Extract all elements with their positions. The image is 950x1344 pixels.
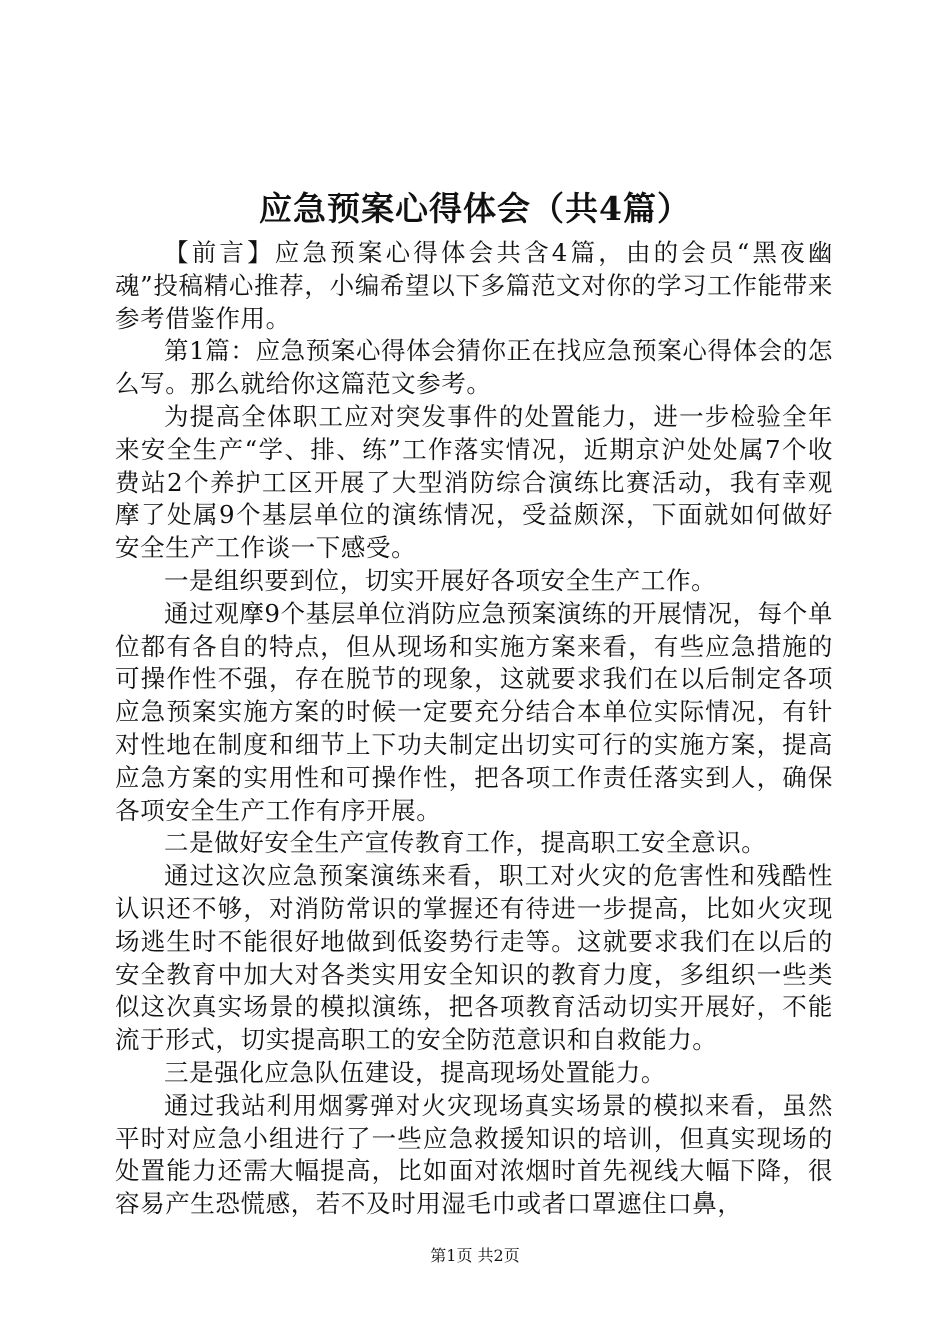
- paragraph-point-3: 通过我站利用烟雾弹对火灾现场真实场景的模拟来看，虽然平时对应急小组进行了一些应急救援知识的培训，但真实现场的处置能力还需大幅提高，比如面对浓烟时首先视线大幅下降，很容易产生恐慌感，若不及时用湿毛巾或者口罩遮住口鼻，: [115, 1090, 833, 1219]
- paragraph-heading-3: 三是强化应急队伍建设，提高现场处置能力。: [164, 1057, 666, 1087]
- paragraph-heading-2: 二是做好安全生产宣传教育工作，提高职工安全意识。: [164, 828, 767, 858]
- document-body: [115, 237, 833, 1221]
- paragraph-heading-1: 一是组织要到位，切实开展好各项安全生产工作。: [164, 565, 717, 595]
- paragraph-point-2: 通过这次应急预案演练来看，职工对火灾的危害性和残酷性认识还不够，对消防常识的掌握还有待进一步提高，比如火灾现场逃生时不能很好地做到低姿势行走等。这就要求我们在以后的安全教育中加大对各类实用安全知识的教育力度，多组织一些类似这次真实场景的模拟演练，把各项教育活动切实开展好，不能流于形式，切实提高职工的安全防范意识和自救能力。: [115, 861, 833, 1055]
- paragraph-point-1: 通过观摩9个基层单位消防应急预案演练的开展情况，每个单位都有各自的特点，但从现场和实施方案来看，有些应急措施的可操作性不强，存在脱节的现象，这就要求我们在以后制定各项应急预案实施方案的时候一定要充分结合本单位实际情况，有针对性地在制度和细节上下功夫制定出切实可行的实施方案，提高应急方案的实用性和可操作性，把各项工作责任落实到人，确保各项安全生产工作有序开展。: [115, 598, 833, 825]
- paragraph-chapter-1-intro: 第1篇：应急预案心得体会猜你正在找应急预案心得体会的怎么写。那么就给你这篇范文参考。: [115, 336, 833, 399]
- document-title: 应急预案心得体会（共4篇）: [259, 189, 691, 228]
- paragraph-preface: 【前言】应急预案心得体会共含4篇，由的会员“黑夜幽魂”投稿精心推荐，小编希望以下多篇范文对你的学习工作能带来参考借鉴作用。: [115, 238, 833, 333]
- paragraph-background: 为提高全体职工应对突发事件的处置能力，进一步检验全年来安全生产“学、排、练”工作落实情况，近期京沪处处属7个收费站2个养护工区开展了大型消防综合演练比赛活动，我有幸观摩了处属9个基层单位的演练情况，受益颇深，下面就如何做好安全生产工作谈一下感受。: [115, 401, 833, 563]
- page-footer: 第1页 共2页: [430, 1246, 520, 1265]
